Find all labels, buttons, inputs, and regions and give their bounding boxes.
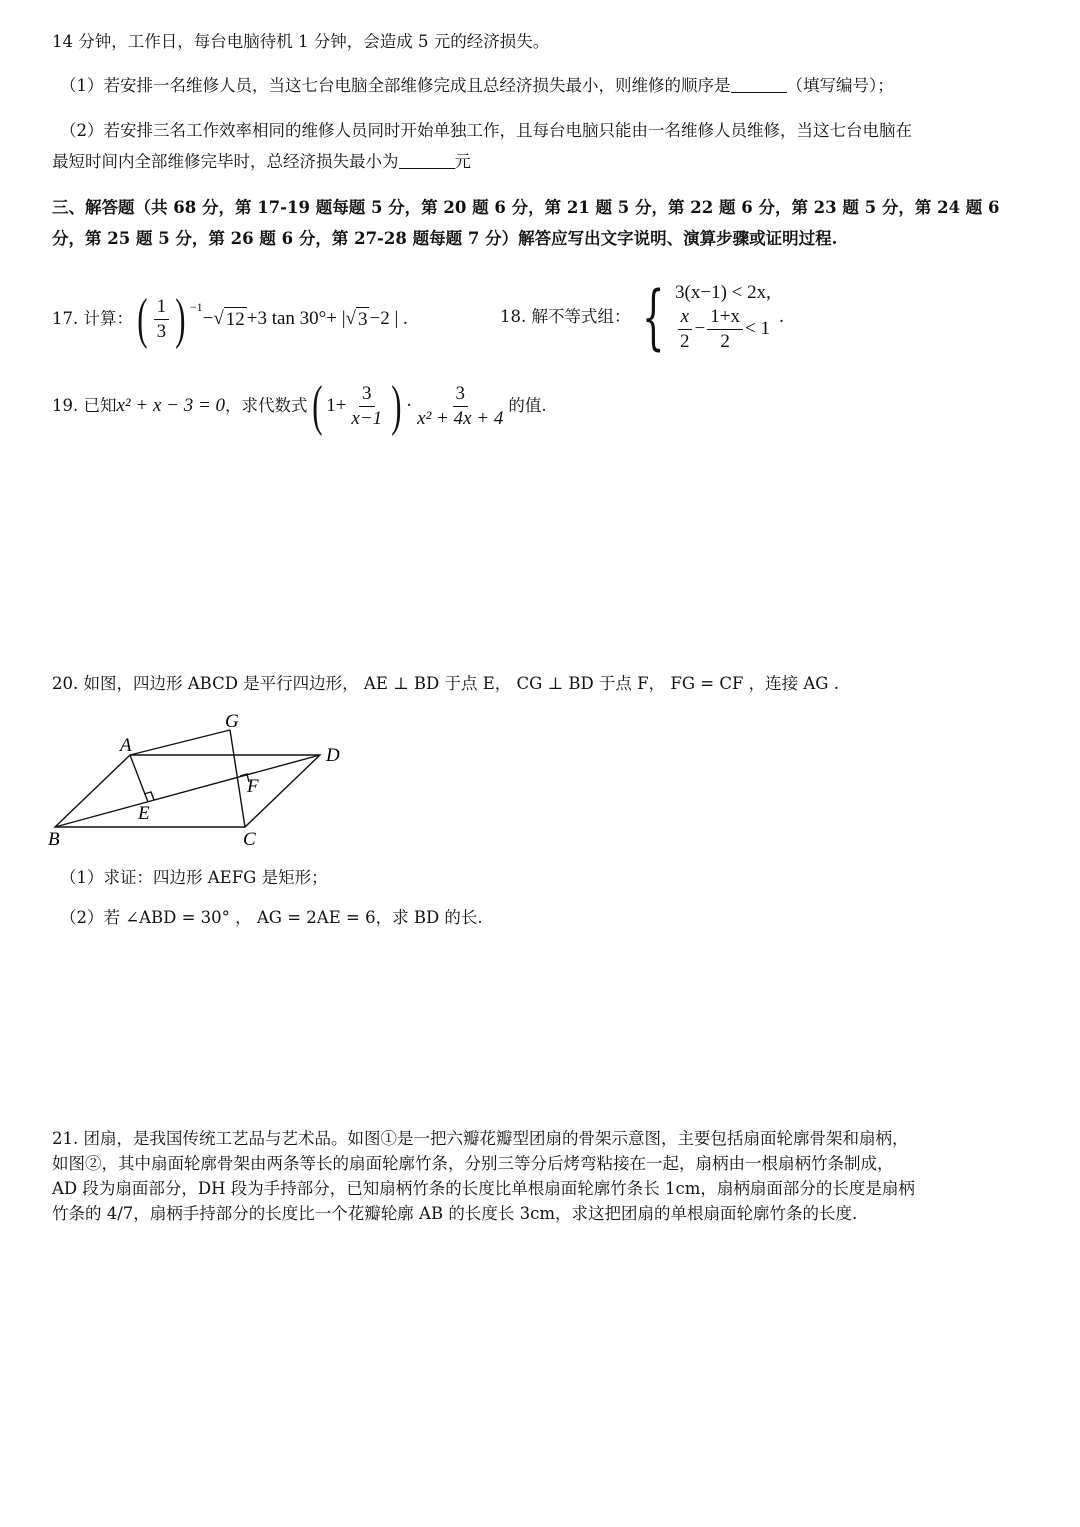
answer-blank-1 bbox=[731, 76, 787, 93]
q18-brace: { bbox=[641, 276, 664, 358]
q16-part2-text: 最短时间内全部维修完毕时，总经济损失最小为 bbox=[52, 152, 399, 171]
q16-part2-line2 bbox=[52, 150, 1037, 174]
q18-system bbox=[675, 281, 771, 354]
q19 bbox=[52, 374, 1037, 438]
q17-mid: +3 tan 30°+ | bbox=[246, 308, 346, 329]
q21-line4: 竹条的 4/7，扇柄手持部分的长度比一个花瓣轮廓 AB 的长度长 3cm，求这把团扇的单根扇面轮廓竹条的长度. bbox=[52, 1204, 858, 1223]
q19-label: 19. 已知 bbox=[52, 396, 117, 415]
section3-heading-line1: 三、解答题（共 68 分，第 17-19 题每题 5 分，第 20 题 6 分，第 21 题 5 分，第 22 题 6 分，第 23 题 5 分，第 24 题 6 bbox=[52, 198, 1000, 217]
label-g: G bbox=[225, 711, 239, 732]
q17-expression: ( $\frac{1}{3}$ ) $^{-1}$ − √ 12 +3 tan 30°+ | √ 3 −2 | . bbox=[137, 288, 408, 350]
q17-tail: −2 | . bbox=[369, 308, 408, 329]
q18-label: 18. 解不等式组： bbox=[500, 307, 631, 326]
q17-minus: − bbox=[202, 308, 214, 329]
q16-part2-line1: （2）若安排三名工作效率相同的维修人员同时开始单独工作，且每台电脑只能由一名维修人员维修，当这七台电脑在 bbox=[60, 121, 912, 140]
label-b: B bbox=[48, 829, 60, 850]
q21-line1: 21. 团扇，是我国传统工艺品与艺术品。如图①是一把六瓣花瓣型团扇的骨架示意图，主要包括扇面轮廓骨架和扇柄， bbox=[52, 1129, 909, 1148]
label-d: D bbox=[326, 745, 340, 766]
q17-radicand-1: 12 bbox=[225, 308, 245, 330]
q17-radicand-2: 3 bbox=[357, 308, 368, 330]
q20-part2: （2）若 ∠ABD = 30° ， AG = 2AE = 6，求 BD 的长. bbox=[60, 908, 483, 927]
label-e: E bbox=[138, 803, 150, 824]
q17-label: 17. 计算： bbox=[52, 309, 133, 328]
q19-tail: 的值. bbox=[508, 396, 547, 415]
parallelogram-figure bbox=[40, 705, 360, 855]
q19-expression: ( 1+ $\frac{3}{x-1}$ ) · $\frac{3}{\text{x² + 4x + 4}}$ bbox=[311, 375, 504, 437]
q17-exponent: −1 bbox=[189, 300, 203, 314]
q16-part1 bbox=[60, 74, 1045, 98]
line-q16-intro: 14 分钟，工作日，每台电脑待机 1 分钟，会造成 5 元的经济损失。 bbox=[52, 32, 550, 51]
section3-heading-line2: 分，第 25 题 5 分，第 26 题 6 分，第 27-28 题每题 7 分）解答应写出文字说明、演算步骤或证明过程. bbox=[52, 229, 838, 248]
q18-ineq-2: $\frac{x}{2}$ − $\frac{1+x}{2}$ < 1 bbox=[675, 305, 771, 354]
q18: 18. 解不等式组： { 3(x−1) < 2x, $\frac{x}{2}$ − $\frac{1+x}{2}$ < 1 . bbox=[500, 276, 785, 358]
segment-ae bbox=[130, 755, 148, 802]
q17-frac-num: 1 bbox=[154, 295, 170, 320]
q20-part1: （1）求证：四边形 AEFG 是矩形； bbox=[60, 868, 328, 887]
q16-part1-tail: （填写编号）； bbox=[786, 76, 894, 95]
answer-blank-2 bbox=[399, 152, 455, 169]
q17-frac-den: 3 bbox=[156, 320, 167, 342]
q21-line3: AD 段为扇面部分，DH 段为手持部分，已知扇柄竹条的长度比单根扇面轮廓竹条长 1cm，扇柄扇面部分的长度是扇柄 bbox=[52, 1179, 915, 1198]
q19-equation: x² + x − 3 = 0 bbox=[116, 395, 226, 416]
q19-mid: ，求代数式 bbox=[225, 396, 308, 415]
q16-part2-tail: 元 bbox=[454, 152, 471, 171]
label-c: C bbox=[243, 829, 256, 850]
segment-ag bbox=[130, 730, 230, 755]
q20-statement: 20. 如图，四边形 ABCD 是平行四边形， AE ⊥ BD 于点 E， CG ⊥ BD 于点 F， FG = CF ，连接 AG . bbox=[52, 674, 839, 693]
q18-ineq-1: 3(x−1) < 2x, bbox=[675, 281, 771, 303]
q16-part1-text: （1）若安排一名维修人员，当这七台电脑全部维修完成且总经济损失最小，则维修的顺序是 bbox=[60, 76, 731, 95]
q21-line2: 如图②，其中扇面轮廓骨架由两条等长的扇面轮廓竹条，分别三等分后烤弯粘接在一起，扇柄由一根扇柄竹条制成， bbox=[52, 1154, 894, 1173]
label-f: F bbox=[247, 776, 259, 797]
diagonal-bd bbox=[55, 755, 320, 827]
label-a: A bbox=[120, 735, 132, 756]
